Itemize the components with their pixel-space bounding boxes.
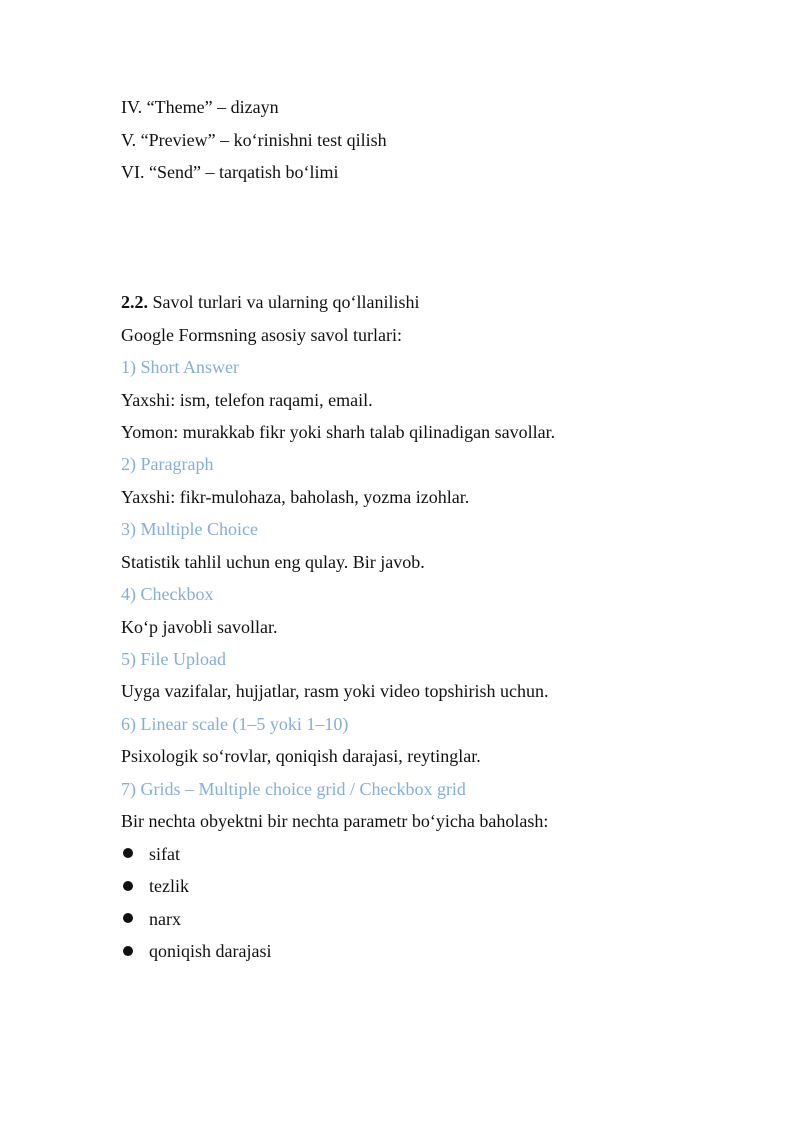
section-title: Savol turlari va ularning qo‘llanilishi (152, 292, 420, 312)
menu-item-theme: IV. “Theme” – dizayn (121, 97, 279, 117)
question-type-line: Yomon: murakkab fikr yoki sharh talab qilinadigan savollar. (121, 422, 556, 442)
bullet-item: narx (149, 909, 181, 929)
bullet-item: sifat (149, 844, 180, 864)
question-type-line: Statistik tahlil uchun eng qulay. Bir javob. (121, 552, 425, 572)
question-type-heading: 3) Multiple Choice (121, 519, 258, 539)
question-type-heading: 4) Checkbox (121, 584, 214, 604)
bullet-icon (123, 913, 133, 923)
question-type-heading: 1) Short Answer (121, 357, 239, 377)
menu-item-send: VI. “Send” – tarqatish bo‘limi (121, 162, 339, 182)
menu-item-preview: V. “Preview” – ko‘rinishni test qilish (121, 130, 387, 150)
question-type-line: Psixologik so‘rovlar, qoniqish darajasi, reytinglar. (121, 746, 481, 766)
question-type-line: Uyga vazifalar, hujjatlar, rasm yoki video topshirish uchun. (121, 681, 549, 701)
bullet-item: tezlik (149, 876, 189, 896)
section-heading (121, 291, 419, 313)
question-type-line: Yaxshi: ism, telefon raqami, email. (121, 390, 373, 410)
question-type-heading: 2) Paragraph (121, 454, 214, 474)
intro-text: Google Formsning asosiy savol turlari: (121, 325, 402, 345)
question-type-heading: 5) File Upload (121, 649, 226, 669)
question-type-line: Bir nechta obyektni bir nechta parametr bo‘yicha baholash: (121, 811, 549, 831)
section-number: 2.2. (121, 292, 148, 312)
bullet-icon (123, 848, 133, 858)
question-type-line: Ko‘p javobli savollar. (121, 617, 278, 637)
bullet-icon (123, 946, 133, 956)
question-type-heading: 7) Grids – Multiple choice grid / Checkbox grid (121, 779, 466, 799)
bullet-icon (123, 881, 133, 891)
question-type-heading: 6) Linear scale (1–5 yoki 1–10) (121, 714, 349, 734)
question-type-line: Yaxshi: fikr-mulohaza, baholash, yozma izohlar. (121, 487, 470, 507)
bullet-item: qoniqish darajasi (149, 941, 272, 961)
